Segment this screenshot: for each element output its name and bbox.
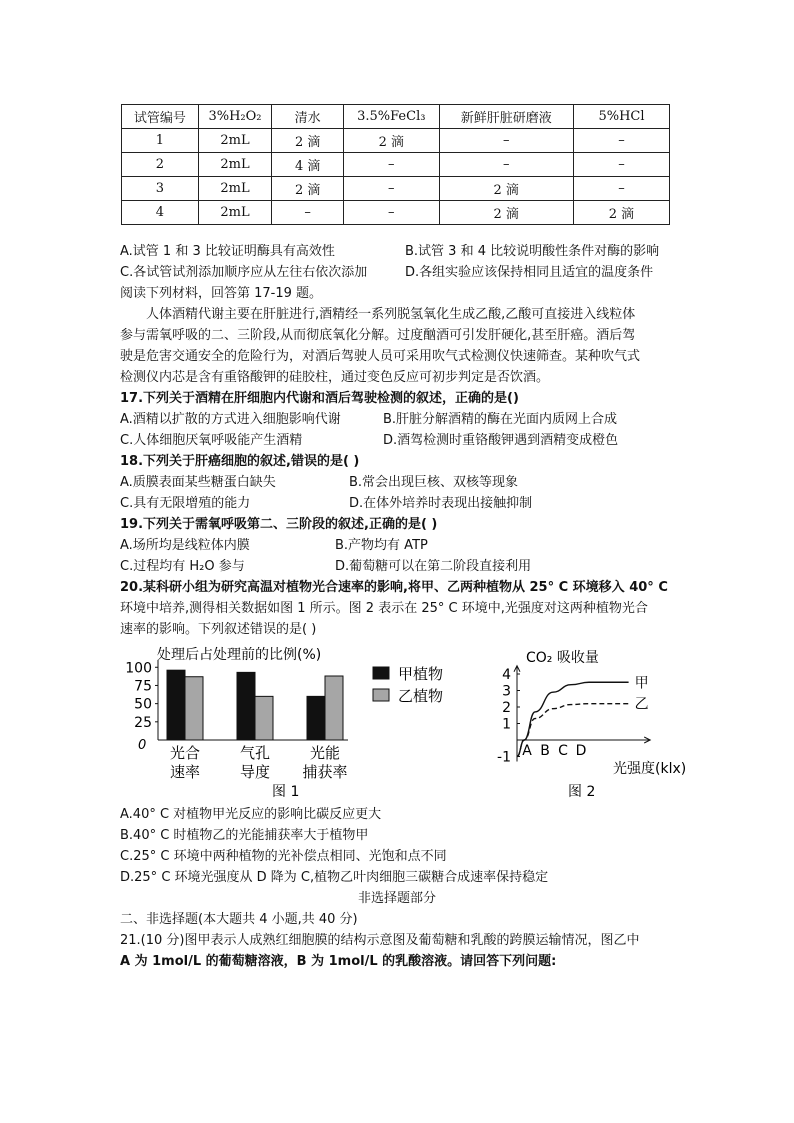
- q18-option-c: C.具有无限增殖的能力: [120, 496, 251, 511]
- category-label: 气孔: [239, 744, 271, 762]
- table-cell: –: [573, 177, 669, 201]
- q21-stem: 21.(10 分)图甲表示人成熟红细胞膜的结构示意图及葡萄糖和乳酸的跨膜运输情况，图乙中: [120, 933, 640, 948]
- q16-option-c: C.各试管试剂添加顺序应从左往右依次添加: [120, 265, 368, 280]
- q20-option-a: A.40° C 对植物甲光反应的影响比碳反应更大: [120, 807, 382, 822]
- y-tick-label: 4: [502, 667, 511, 683]
- header-cell: 试管编号: [122, 105, 199, 129]
- q19-option-d: D.葡萄糖可以在第二阶段直接利用: [335, 559, 532, 574]
- table-cell: 2 滴: [439, 177, 573, 201]
- material-line: 参与需氧呼吸的二、三阶段,从而彻底氧化分解。过度酗酒可引发肝硬化,甚至肝癌。酒后驾: [120, 328, 636, 343]
- table-row: [122, 177, 670, 201]
- q17-option-c: C.人体细胞厌氧呼吸能产生酒精: [120, 433, 303, 448]
- y-tick-label: 25: [134, 714, 152, 731]
- header-cell: 5%HCl: [573, 105, 669, 129]
- series-line: [517, 704, 629, 757]
- table-cell: –: [272, 201, 344, 225]
- y-tick-label: 3: [502, 683, 511, 700]
- table-cell: –: [439, 129, 573, 153]
- table-cell: –: [573, 153, 669, 177]
- bar: [307, 696, 325, 740]
- x-tick-label: A: [522, 743, 532, 759]
- q18-option-d: D.在体外培养时表现出接触抑制: [349, 496, 533, 511]
- y-tick-label: 2: [502, 700, 511, 716]
- experiment-table: [121, 104, 670, 225]
- figure-caption: 图 2: [568, 784, 596, 800]
- q19-option-c: C.过程均有 H₂O 参与: [120, 559, 245, 574]
- table-cell: 2 滴: [439, 201, 573, 225]
- table-cell: 2 滴: [272, 129, 344, 153]
- series-label: 甲: [634, 675, 649, 692]
- chart-title: 处理后占处理前的比例(%): [157, 647, 322, 663]
- material-line: 人体酒精代谢主要在肝脏进行,酒精经一系列脱氢氧化生成乙酸,乙酸可直接进入线粒体: [146, 307, 636, 322]
- reading-intro: 阅读下列材料，回答第 17-19 题。: [120, 286, 323, 301]
- bar: [325, 676, 343, 740]
- header-cell: 3.5%FeCl₃: [344, 105, 439, 129]
- table-header-row: [122, 105, 670, 129]
- category-label: 光合: [169, 744, 201, 762]
- table-cell: 2mL: [198, 177, 272, 201]
- q20-option-c: C.25° C 环境中两种植物的光补偿点相同、光饱和点不同: [120, 849, 447, 864]
- table-row: [122, 129, 670, 153]
- table-cell: –: [344, 177, 439, 201]
- category-label: 导度: [239, 763, 271, 781]
- table-cell: –: [573, 129, 669, 153]
- table-cell: 4: [122, 201, 199, 225]
- q20-option-d: D.25° C 环境光强度从 D 降为 C,植物乙叶肉细胞三碳糖合成速率保持稳定: [120, 870, 549, 885]
- q17-stem: 17.下列关于酒精在肝细胞内代谢和酒后驾驶检测的叙述，正确的是(): [120, 391, 519, 406]
- table-row: [122, 201, 670, 225]
- figure-1-bar-chart: [125, 640, 470, 800]
- x-axis-label: 光强度(klx): [613, 761, 687, 777]
- x-tick-label: D: [575, 743, 587, 759]
- table-cell: 2 滴: [272, 177, 344, 201]
- q21-stem: A 为 1mol/L 的葡萄糖溶液，B 为 1mol/L 的乳酸溶液。请回答下列问题:: [120, 954, 557, 969]
- table-row: [122, 153, 670, 177]
- table-cell: –: [344, 153, 439, 177]
- category-label: 捕获率: [302, 763, 348, 781]
- table-cell: 2 滴: [344, 129, 439, 153]
- q16-option-a: A.试管 1 和 3 比较证明酶具有高效性: [120, 244, 335, 259]
- table-cell: 2: [122, 153, 199, 177]
- y-tick-label: 100: [125, 660, 152, 677]
- category-label: 速率: [169, 763, 201, 781]
- table-cell: 2mL: [198, 129, 272, 153]
- bar: [185, 677, 203, 740]
- bar: [255, 696, 273, 740]
- q16-option-d: D.各组实验应该保持相同且适宜的温度条件: [405, 265, 654, 280]
- material-line: 驶是危害交通安全的危险行为，对酒后驾驶人员可采用吹气式检测仪快速筛查。某种吹气式: [120, 349, 641, 364]
- legend-label: 甲植物: [398, 665, 444, 683]
- q20-stem: 速率的影响。下列叙述错误的是( ): [120, 622, 317, 637]
- legend-label: 乙植物: [398, 687, 444, 705]
- q17-option-a: A.酒精以扩散的方式进入细胞影响代谢: [120, 412, 341, 427]
- q20-option-b: B.40° C 时植物乙的光能捕获率大于植物甲: [120, 828, 369, 843]
- table-cell: –: [344, 201, 439, 225]
- legend-swatch: [373, 667, 389, 679]
- q18-option-b: B.常会出现巨核、双核等现象: [349, 475, 519, 490]
- header-cell: 新鲜肝脏研磨液: [439, 105, 573, 129]
- y-tick-label: 1: [502, 716, 511, 733]
- axis-origin-label: 0: [138, 738, 147, 753]
- bar: [237, 672, 255, 740]
- q20-stem: 环境中培养,测得相关数据如图 1 所示。图 2 表示在 25° C 环境中,光强度对这两种植物光合: [120, 601, 648, 616]
- category-label: 光能: [309, 744, 341, 762]
- q19-option-a: A.场所均是线粒体内膜: [120, 538, 250, 553]
- table-cell: 4 滴: [272, 153, 344, 177]
- table-cell: 3: [122, 177, 199, 201]
- q16-option-b: B.试管 3 和 4 比较说明酸性条件对酶的影响: [405, 244, 660, 259]
- series-label: 乙: [634, 696, 649, 713]
- table-cell: 2mL: [198, 201, 272, 225]
- q17-option-d: D.酒驾检测时重铬酸钾遇到酒精变成橙色: [383, 433, 619, 448]
- header-cell: 清水: [272, 105, 344, 129]
- table-cell: 2 滴: [573, 201, 669, 225]
- table-cell: –: [439, 153, 573, 177]
- q18-stem: 18.下列关于肝癌细胞的叙述,错误的是( ): [120, 454, 360, 469]
- section-title: 非选择题部分: [357, 891, 436, 906]
- q19-option-b: B.产物均有 ATP: [335, 538, 428, 553]
- q20-stem: 20.某科研小组为研究高温对植物光合速率的影响,将甲、乙两种植物从 25° C 环境移入 40° C: [120, 580, 668, 595]
- y-tick-label: 50: [134, 696, 152, 713]
- x-tick-label: B: [540, 743, 550, 759]
- figure-caption: 图 1: [272, 784, 300, 800]
- legend-swatch: [373, 689, 389, 701]
- table-cell: 1: [122, 129, 199, 153]
- x-tick-label: C: [558, 743, 568, 759]
- y-axis-label: CO₂ 吸收量: [526, 650, 599, 666]
- q18-option-a: A.质膜表面某些糖蛋白缺失: [120, 475, 276, 490]
- figure-2-line-chart: [490, 640, 687, 800]
- y-tick-label: 75: [134, 678, 152, 695]
- q17-option-b: B.肝脏分解酒精的酶在光面内质网上合成: [383, 412, 618, 427]
- table-cell: 2mL: [198, 153, 272, 177]
- q19-stem: 19.下列关于需氧呼吸第二、三阶段的叙述,正确的是( ): [120, 517, 438, 532]
- material-line: 检测仪内芯是含有重铬酸钾的硅胶柱，通过变色反应可初步判定是否饮酒。: [120, 370, 550, 385]
- section-heading: 二、非选择题(本大题共 4 小题,共 40 分): [120, 912, 358, 927]
- bar: [167, 670, 185, 740]
- header-cell: 3%H₂O₂: [198, 105, 272, 129]
- y-tick-label: -1: [497, 749, 511, 766]
